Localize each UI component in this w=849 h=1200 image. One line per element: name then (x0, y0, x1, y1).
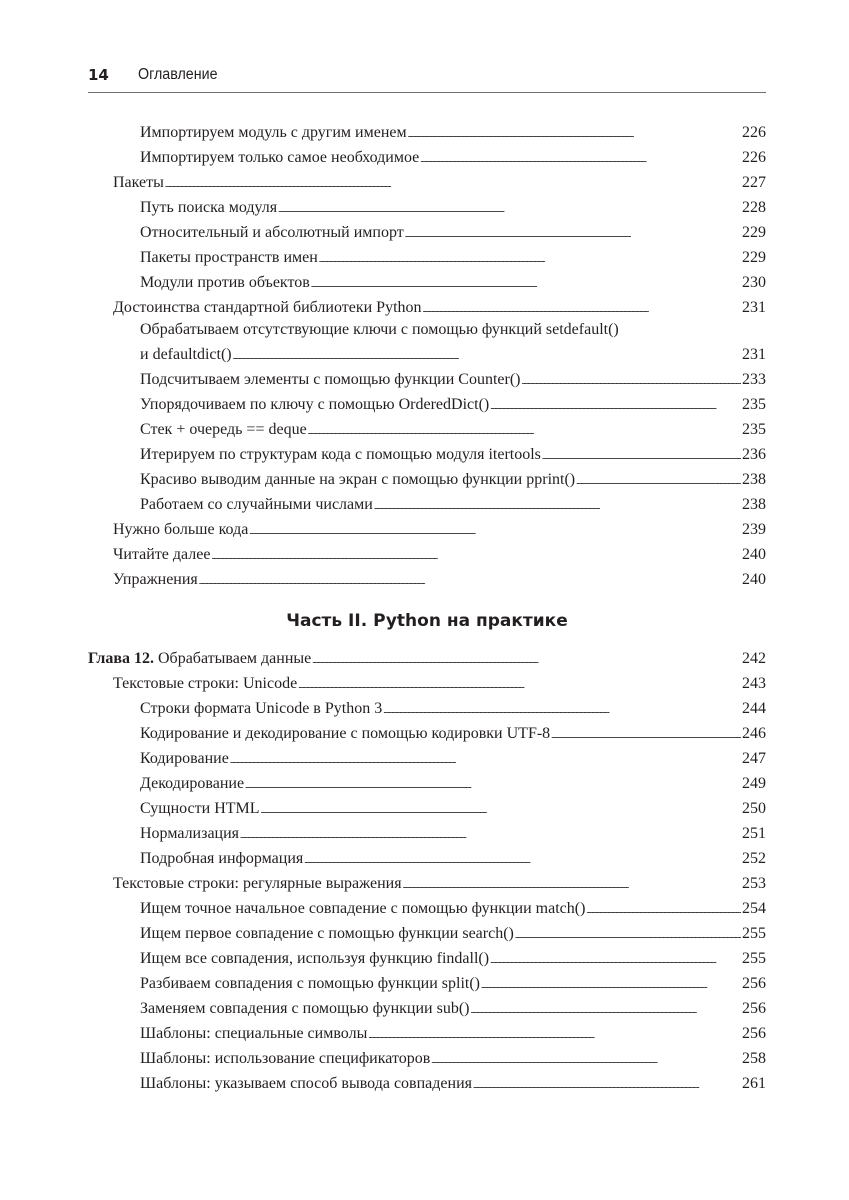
page-number: 14 (88, 66, 109, 84)
toc-entry-title: Пакеты пространств имен (140, 249, 318, 266)
dot-leader (383, 702, 741, 720)
dot-leader (542, 448, 741, 466)
toc-entry-title: Итерируем по структурам кода с помощью модуля itertools (140, 446, 541, 463)
dot-leader (240, 827, 741, 845)
toc-entry[interactable] (88, 466, 766, 491)
toc-entry-title: Ищем первое совпадение с помощью функции search() (140, 925, 514, 942)
toc-entry[interactable] (88, 895, 766, 920)
toc-entry[interactable] (88, 566, 766, 591)
dot-leader (481, 977, 741, 995)
toc-entry[interactable] (88, 416, 766, 441)
toc-entry[interactable] (88, 820, 766, 845)
toc-entry-title: Ищем все совпадения, используя функцию findall() (140, 950, 490, 967)
chapter-label: Глава 12. (88, 650, 154, 667)
toc-page-number: 235 (742, 396, 766, 413)
toc-entry[interactable] (88, 366, 766, 391)
dot-leader (298, 677, 741, 695)
dot-leader (368, 1027, 741, 1045)
toc-entry[interactable] (88, 1045, 766, 1070)
toc-page-number: 261 (742, 1075, 766, 1092)
toc-entry[interactable] (88, 144, 766, 169)
toc-entry[interactable] (88, 219, 766, 244)
toc-page-number: 226 (742, 149, 766, 166)
dot-leader (586, 902, 741, 920)
toc-entry-title: Заменяем совпадения с помощью функции sub() (140, 1000, 470, 1017)
toc-entry-title: Нормализация (140, 825, 240, 842)
toc-entry[interactable] (88, 1070, 766, 1095)
toc-page-number: 247 (742, 750, 766, 767)
toc-entry[interactable] (88, 995, 766, 1020)
dot-leader (374, 498, 741, 516)
toc-entry-title: Разбиваем совпадения с помощью функции split() (140, 975, 481, 992)
toc-entry[interactable] (88, 945, 766, 970)
toc-entry-title: Читайте далее (113, 546, 211, 563)
toc-entry-title: Упорядочиваем по ключу с помощью OrderedDict() (140, 396, 490, 413)
toc-entry-title: Шаблоны: специальные символы (140, 1025, 368, 1042)
toc-page-number: 231 (742, 346, 766, 363)
dot-leader (473, 1077, 741, 1095)
toc-page-number: 231 (742, 299, 766, 316)
toc-page-number: 238 (742, 471, 766, 488)
toc-entry-title: Импортируем модуль с другим именем (140, 124, 407, 141)
toc-entry[interactable] (88, 970, 766, 995)
dot-leader (249, 523, 741, 541)
toc-entry-title: Путь поиска модуля (140, 199, 278, 216)
dot-leader (278, 201, 741, 219)
toc-page-number: 242 (742, 650, 766, 667)
toc-entry-title: Кодирование и декодирование с помощью кодировки UTF-8 (140, 725, 551, 742)
toc-entry-title: Работаем со случайными числами (140, 496, 373, 513)
dot-leader (311, 276, 741, 294)
toc-entry-title: Достоинства стандартной библиотеки Python (113, 299, 422, 316)
toc-page-number: 239 (742, 521, 766, 538)
toc-entry-title: Ищем точное начальное совпадение с помощью функции match() (140, 900, 586, 917)
dot-leader (431, 1052, 741, 1070)
toc-page-number: 233 (742, 371, 766, 388)
toc-page-number: 256 (742, 1000, 766, 1017)
toc-page-number: 226 (742, 124, 766, 141)
toc-entry[interactable] (88, 745, 766, 770)
dot-leader (521, 373, 741, 391)
toc-section-bottom (88, 645, 766, 1095)
toc-entry[interactable] (88, 695, 766, 720)
toc-page-number: 243 (742, 675, 766, 692)
toc-entry-title: Кодирование (140, 750, 229, 767)
toc-page-number: 255 (742, 925, 766, 942)
toc-page-number: 229 (742, 249, 766, 266)
toc-page-number: 256 (742, 975, 766, 992)
toc-entry-title (88, 648, 311, 670)
dot-leader (233, 348, 741, 366)
toc-page-number: 240 (742, 546, 766, 563)
dot-leader (490, 398, 741, 416)
toc-entry[interactable] (88, 244, 766, 269)
toc-page-number: 256 (742, 1025, 766, 1042)
toc-entry[interactable] (88, 845, 766, 870)
dot-leader (199, 573, 741, 591)
dot-leader (319, 251, 741, 269)
dot-leader (165, 176, 741, 194)
toc-page-number: 251 (742, 825, 766, 842)
dot-leader (405, 226, 741, 244)
toc-entry-title: Нужно больше кода (113, 521, 249, 538)
toc-entry[interactable] (88, 720, 766, 745)
toc-entry[interactable] (88, 770, 766, 795)
dot-leader (551, 727, 741, 745)
toc-entry[interactable] (88, 341, 766, 366)
dot-leader (230, 752, 741, 770)
dot-leader (515, 927, 741, 945)
toc-entry-title: Шаблоны: использование спецификаторов (140, 1050, 431, 1067)
dot-leader (312, 652, 741, 670)
toc-entry[interactable] (88, 795, 766, 820)
toc-page-number: 246 (742, 725, 766, 742)
toc-page-number: 255 (742, 950, 766, 967)
toc-page-number: 238 (742, 496, 766, 513)
dot-leader (261, 802, 741, 820)
toc-entry[interactable] (88, 1020, 766, 1045)
toc-entry-title: Стек + очередь == deque (140, 421, 307, 438)
toc-entry[interactable] (88, 670, 766, 695)
toc-entry[interactable] (88, 920, 766, 945)
chapter-title: Обрабатываем данные (158, 650, 312, 667)
dot-leader (308, 423, 741, 441)
dot-leader (490, 952, 741, 970)
toc-page-number: 228 (742, 199, 766, 216)
toc-entry[interactable] (88, 169, 766, 194)
toc-page-number: 253 (742, 875, 766, 892)
toc-entry[interactable] (88, 541, 766, 566)
toc-entry-title: Строки формата Unicode в Python 3 (140, 700, 383, 717)
toc-entry-title: Шаблоны: указываем способ вывода совпадения (140, 1075, 472, 1092)
dot-leader (420, 151, 741, 169)
toc-entry-title: Подсчитываем элементы с помощью функции Counter() (140, 371, 521, 388)
toc-page-number: 250 (742, 800, 766, 817)
dot-leader (470, 1002, 741, 1020)
toc-entry-title: Импортируем только самое необходимое (140, 149, 420, 166)
part-heading: Часть II. Python на практике (286, 611, 568, 631)
toc-entry-title: Декодирование (140, 775, 245, 792)
toc-page-number: 227 (742, 174, 766, 191)
toc-entry[interactable] (88, 119, 766, 144)
dot-leader (304, 852, 741, 870)
table-of-contents (88, 119, 766, 1095)
toc-entry-title: Модули против объектов (140, 274, 310, 291)
dot-leader (403, 877, 741, 895)
toc-page-number: 244 (742, 700, 766, 717)
toc-entry-title: Относительный и абсолютный импорт (140, 224, 404, 241)
toc-page-number: 240 (742, 571, 766, 588)
toc-page-number: 252 (742, 850, 766, 867)
toc-entry[interactable] (88, 491, 766, 516)
toc-entry[interactable] (88, 870, 766, 895)
toc-page-number: 249 (742, 775, 766, 792)
dot-leader (211, 548, 741, 566)
toc-page-number: 258 (742, 1050, 766, 1067)
toc-entry[interactable] (88, 516, 766, 541)
toc-entry[interactable] (88, 441, 766, 466)
toc-entry-title: Красиво выводим данные на экран с помощью функции pprint() (140, 471, 576, 488)
toc-entry[interactable] (88, 194, 766, 219)
toc-entry-title: и defaultdict() (140, 346, 232, 363)
toc-page-number: 236 (742, 446, 766, 463)
toc-entry-title: Текстовые строки: Unicode (113, 675, 298, 692)
toc-section-top (88, 119, 766, 591)
dot-leader (576, 473, 741, 491)
dot-leader (423, 301, 741, 319)
running-title: Оглавление (138, 66, 218, 83)
toc-entry-title: Текстовые строки: регулярные выражения (113, 875, 402, 892)
toc-entry-title: Упражнения (113, 571, 198, 588)
dot-leader (245, 777, 741, 795)
toc-page-number: 229 (742, 224, 766, 241)
toc-entry[interactable] (88, 391, 766, 416)
toc-page-number: 254 (742, 900, 766, 917)
page-header (88, 64, 766, 93)
toc-entry-title: Сущности HTML (140, 800, 260, 817)
dot-leader (408, 126, 741, 144)
toc-entry-title: Подробная информация (140, 850, 304, 867)
toc-entry-title: Пакеты (113, 174, 164, 191)
toc-entry-line (88, 319, 766, 341)
toc-entry[interactable] (88, 269, 766, 294)
toc-entry[interactable] (88, 294, 766, 319)
toc-entry-title: Обрабатываем отсутствующие ключи с помощью функций setdefault() (140, 321, 619, 338)
toc-page-number: 230 (742, 274, 766, 291)
toc-page-number: 235 (742, 421, 766, 438)
toc-entry[interactable] (88, 645, 766, 670)
